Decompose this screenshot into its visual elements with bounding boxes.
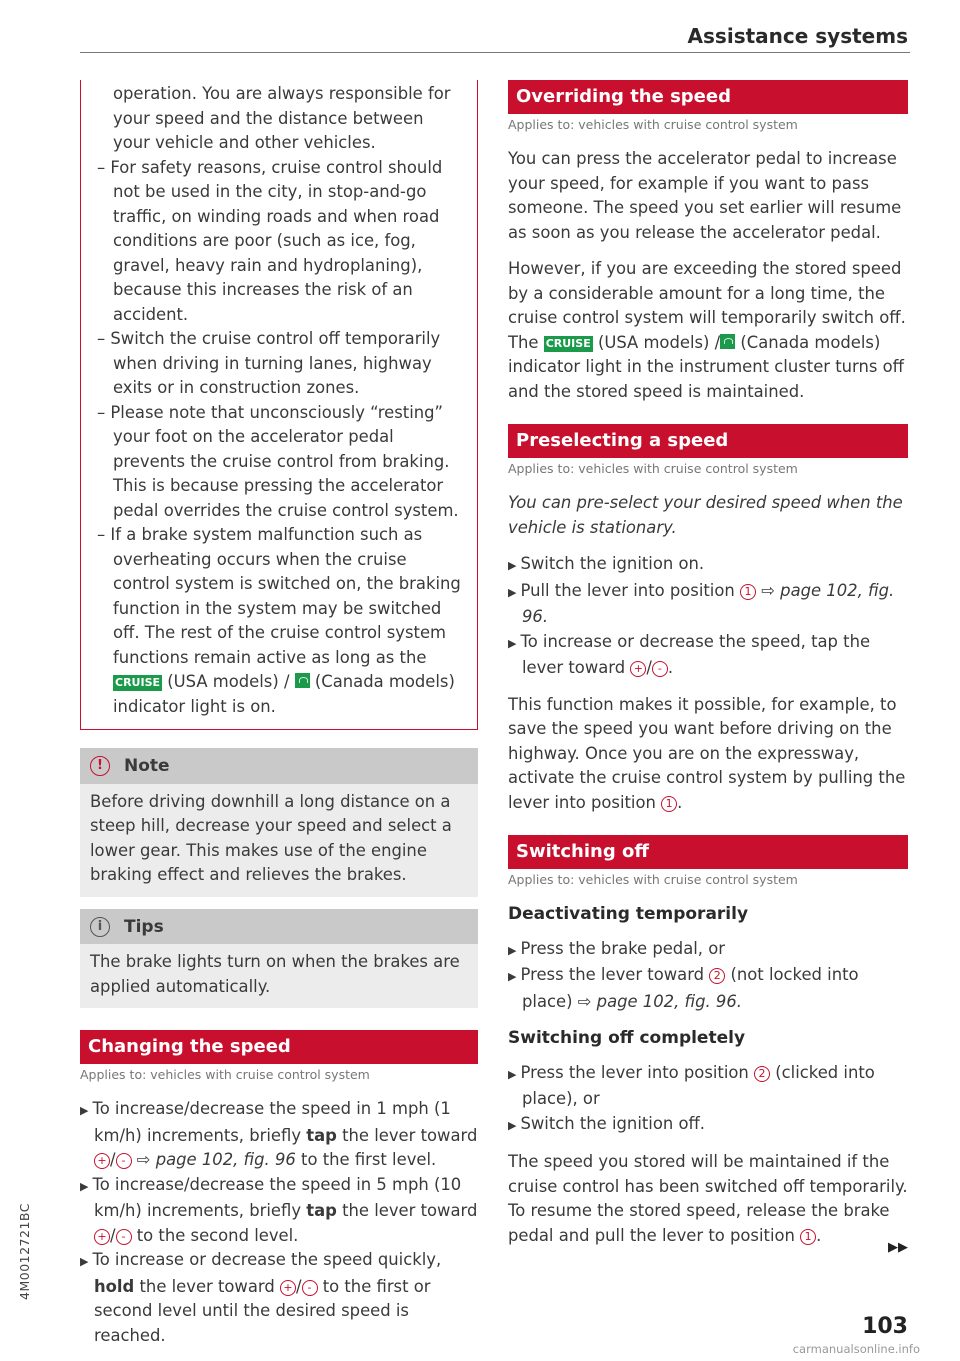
bullet-icon: ▶ bbox=[80, 1179, 89, 1193]
position-1-icon: 1 bbox=[661, 796, 677, 812]
note-text: Before driving downhill a long distance on a steep hill, decrease your speed and select a lower gear. This makes use of the engine braking effect and relieves the brakes. bbox=[90, 791, 452, 884]
page-reference[interactable]: ⇨ page 102, fig. 96. bbox=[522, 580, 895, 626]
speedometer-indicator-icon bbox=[295, 673, 310, 688]
plus-circle-icon: + bbox=[630, 661, 646, 677]
tips-text: The brake lights turn on when the brakes are applied automatically. bbox=[90, 952, 460, 996]
paragraph: This function makes it possible, for example, to save the speed you want before driving on the highway. Once you are on the expressway, activate the cruise control system by pulling the lever into position 1 . bbox=[508, 694, 906, 812]
watermark: carmanualsonline.info bbox=[792, 1342, 920, 1356]
note-icon: ! bbox=[90, 756, 110, 776]
section-switching-off bbox=[508, 835, 908, 1248]
warning-intro: operation. You are always responsible for your speed and the distance between your vehicle and other vehicles. bbox=[113, 84, 451, 152]
applies-to: Applies to: vehicles with cruise control system bbox=[508, 117, 798, 132]
minus-circle-icon: - bbox=[302, 1280, 318, 1296]
applies-to: Applies to: vehicles with cruise control system bbox=[508, 872, 798, 887]
section-title: Preselecting a speed bbox=[508, 424, 908, 458]
list-item: ▶ Press the lever into position 2 (clicked into place), or bbox=[508, 1062, 875, 1108]
warning-item-text: (USA models) / bbox=[167, 672, 290, 691]
bullet-icon: ▶ bbox=[508, 636, 517, 650]
note-heading: Note bbox=[124, 756, 170, 776]
running-header: Assistance systems bbox=[687, 24, 908, 48]
note-box bbox=[80, 748, 478, 897]
section-title: Changing the speed bbox=[80, 1030, 478, 1064]
bullet-icon: ▶ bbox=[508, 559, 517, 572]
header-rule bbox=[80, 52, 910, 53]
subheading: Deactivating temporarily bbox=[508, 904, 749, 924]
plus-circle-icon: + bbox=[94, 1229, 110, 1245]
list-item: ▶ Pull the lever into position 1 ⇨ page 102, fig. 96. bbox=[508, 580, 895, 626]
warning-item: – Please note that unconsciously “resting” your foot on the accelerator pedal prevents the cruise control from braking. This is because pressing the accelerator pedal overrides the cruise control system. bbox=[97, 402, 459, 520]
minus-circle-icon: - bbox=[116, 1229, 132, 1245]
warning-item-text: (Canada models) indicator light is on. bbox=[113, 672, 455, 716]
section-title: Switching off bbox=[508, 835, 908, 869]
page-reference[interactable]: ⇨ page 102, fig. 96 bbox=[136, 1150, 296, 1169]
bullet-icon: ▶ bbox=[508, 1118, 517, 1132]
list-item: ▶ To increase or decrease the speed quickly, hold the lever toward + / - to the first or second level until the desired speed is reached. bbox=[80, 1250, 442, 1345]
intro-text: You can pre-select your desired speed when the vehicle is stationary. bbox=[508, 493, 903, 537]
bullet-icon: ▶ bbox=[508, 970, 517, 983]
cruise-indicator-icon: CRUISE bbox=[545, 336, 591, 350]
list-item: ▶ To increase/decrease the speed in 5 mph (10 km/h) increments, briefly tap the lever toward + / - to the second level. bbox=[80, 1174, 478, 1245]
tips-heading: Tips bbox=[124, 916, 164, 937]
list-item: ▶ To increase or decrease the speed, tap the lever toward + / - . bbox=[508, 631, 871, 677]
left-column bbox=[80, 80, 478, 1360]
info-icon: i bbox=[90, 917, 110, 937]
subheading: Switching off completely bbox=[508, 1028, 746, 1048]
bullet-icon: ▶ bbox=[508, 943, 517, 957]
section-changing-speed bbox=[80, 1030, 478, 1348]
minus-circle-icon: - bbox=[652, 661, 668, 677]
list-item: ▶ Press the lever toward 2 (not locked into place) ⇨ page 102, fig. 96. bbox=[508, 965, 859, 1011]
section-title: Overriding the speed bbox=[508, 80, 908, 114]
speedometer-indicator-icon bbox=[720, 334, 735, 349]
continue-arrow-icon: ▶▶ bbox=[888, 1240, 908, 1255]
page-number: 103 bbox=[862, 1314, 908, 1339]
list-item: ▶ To increase/decrease the speed in 1 mph (1 km/h) increments, briefly tap the lever toward + / - ⇨ page 102, fig. 96 to the first level. bbox=[80, 1099, 478, 1169]
warning-item bbox=[97, 523, 463, 719]
applies-to: Applies to: vehicles with cruise control system bbox=[80, 1067, 370, 1082]
plus-circle-icon: + bbox=[94, 1153, 110, 1169]
position-2-icon: 2 bbox=[754, 1066, 770, 1082]
applies-to: Applies to: vehicles with cruise control system bbox=[508, 461, 798, 476]
bullet-icon: ▶ bbox=[80, 1255, 89, 1268]
warning-item: – Switch the cruise control off temporarily when driving in turning lanes, highway exits or in construction zones. bbox=[97, 329, 441, 397]
minus-circle-icon: - bbox=[116, 1153, 132, 1169]
warning-item: – For safety reasons, cruise control should not be used in the city, in stop-and-go traffic, on winding roads and when road conditions are poor (such as ice, fog, gravel, heavy rain and hydroplaning), because this increases the risk of an accident. bbox=[97, 157, 443, 324]
list-item: ▶ Switch the ignition off. bbox=[508, 1112, 908, 1139]
paragraph: You can press the accelerator pedal to increase your speed, for example if you want to pass someone. The speed you set earlier will resume as soon as you release the accelerator pedal. bbox=[508, 149, 902, 242]
tips-box bbox=[80, 909, 478, 1009]
page-reference[interactable]: ⇨ page 102, fig. 96. bbox=[577, 991, 742, 1011]
section-preselecting-speed bbox=[508, 424, 908, 815]
document-code: 4M0012721BC bbox=[17, 1203, 32, 1300]
position-2-icon: 2 bbox=[709, 968, 725, 984]
list-item: ▶ Press the brake pedal, or bbox=[508, 937, 908, 964]
cruise-indicator-icon: CRUISE bbox=[115, 676, 161, 689]
list-item: ▶ Switch the ignition on. bbox=[508, 552, 908, 579]
paragraph: The speed you stored will be maintained if the cruise control has been switched off temporarily. To resume the stored speed, release the brake pedal and pull the lever to position 1 . bbox=[508, 1152, 908, 1245]
bullet-icon: ▶ bbox=[508, 585, 517, 599]
bullet-icon: ▶ bbox=[508, 1067, 517, 1081]
paragraph: However, if you are exceeding the stored speed by a considerable amount for a long time, the cruise control system will temporarily switch off. The CRUISE (USA models) / (Canada models) indicator light in the instrument cluster turns off and the stored speed is maintained. bbox=[508, 259, 906, 401]
plus-circle-icon: + bbox=[280, 1280, 296, 1296]
position-1-icon: 1 bbox=[800, 1229, 816, 1245]
position-1-icon: 1 bbox=[740, 584, 756, 600]
bullet-icon: ▶ bbox=[80, 1104, 89, 1117]
warning-item-text: – If a brake system malfunction such as overheating occurs when the cruise control system is switched on, the braking function in the system may be switched off. The rest of the cruise control system functions remain active as long as the bbox=[97, 525, 461, 667]
section-overriding-speed bbox=[508, 80, 908, 404]
right-column bbox=[508, 80, 908, 1260]
warning-box bbox=[80, 80, 478, 730]
